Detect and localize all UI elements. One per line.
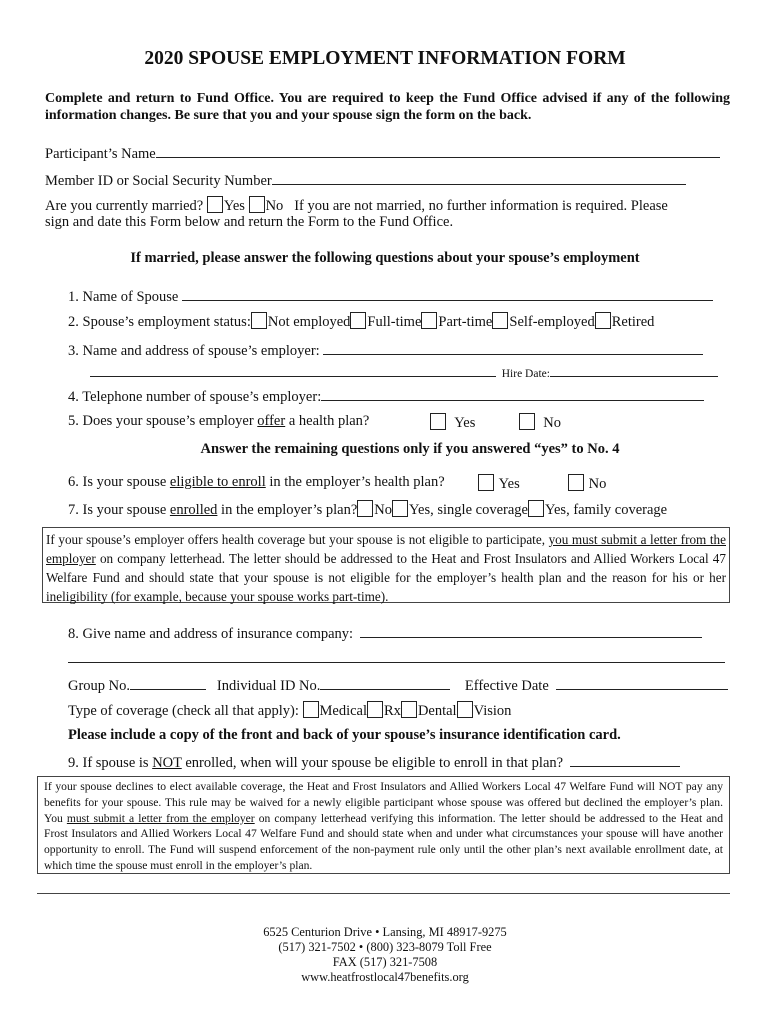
employer-phone-field[interactable]	[321, 386, 704, 401]
status-part-time-checkbox[interactable]	[421, 312, 437, 329]
q3-label: 3. Name and address of spouse’s employer:	[68, 343, 320, 359]
status-self-employed-checkbox[interactable]	[492, 312, 508, 329]
married-no-checkbox[interactable]	[249, 196, 265, 213]
employer-name-field[interactable]	[323, 340, 703, 355]
q5-no-group	[519, 413, 561, 432]
individual-id-field[interactable]	[320, 675, 450, 690]
coverage-dental-checkbox[interactable]	[401, 701, 417, 718]
coverage-row	[68, 701, 511, 720]
notice1-text-b: on company letterhead. The letter should be addressed to the Heat and Frost Insulators and Allied Workers Local 47 Welfare Fund and should state that your spouse is not eligible for the employer’s health plan and the reason for his or her ineligibility (for example, because your spouse works part-time).	[46, 551, 726, 604]
effective-date-field[interactable]	[556, 675, 728, 690]
q1-row	[68, 286, 713, 306]
section-heading: If married, please answer the following questions about your spouse’s employment	[130, 250, 640, 266]
married-question: Are you currently married?	[45, 198, 204, 214]
status-not-employed-checkbox[interactable]	[251, 312, 267, 329]
q2-label: 2. Spouse’s employment status:	[68, 314, 251, 330]
q7-label-post: in the employer’s plan?	[217, 502, 358, 518]
form-title: 2020 SPOUSE EMPLOYMENT INFORMATION FORM	[144, 48, 626, 69]
q6-row	[68, 474, 445, 491]
member-id-label: Member ID or Social Security Number	[45, 173, 272, 189]
group-no-field[interactable]	[130, 675, 206, 690]
member-id-field[interactable]	[272, 170, 686, 185]
insurance-address-row	[68, 648, 725, 668]
q6-label-post: in the employer’s health plan?	[265, 474, 445, 490]
offer-no-label: No	[543, 415, 561, 431]
married-note-line-1: If you are not married, no further information is required. Please	[294, 198, 668, 214]
coverage-option-label: Medical	[319, 703, 368, 719]
footer-phone: (517) 321-7502 • (800) 323-8079 Toll Free	[278, 940, 492, 954]
q4-label: 4. Telephone number of spouse’s employer:	[68, 389, 322, 405]
notice2-text-underlined: must submit a letter from the employer	[66, 811, 255, 825]
eligible-date-field[interactable]	[570, 752, 680, 767]
q6-yes-group	[478, 474, 520, 493]
footer-website[interactable]: www.heatfrostlocal47benefits.org	[301, 970, 469, 984]
married-yes-label: Yes	[223, 198, 245, 214]
coverage-vision-checkbox[interactable]	[457, 701, 473, 718]
hire-date-label: Hire Date:	[501, 368, 550, 380]
notice2-text-b: on company letterhead verifying this information. The letter should be addressed to the Heat and Frost Insulators and Allied Workers Local 47 Welfare Fund and should state when and under what circumstances your spouse will have another opportunity to enroll. The Fund will suspend enforcement of the non-payment rule only until the other plan’s next available enrollment date, at which time the spouse must enroll in the employer’s plan.	[44, 811, 723, 872]
insurance-address-field[interactable]	[68, 648, 725, 663]
coverage-option-label: Rx	[384, 703, 401, 719]
status-option-label: Not employed	[267, 314, 351, 330]
notice-box-not-eligible	[42, 527, 730, 603]
eligible-no-checkbox[interactable]	[568, 474, 584, 491]
married-row	[45, 196, 668, 215]
eligible-no-label: No	[588, 476, 607, 492]
status-option-label: Full-time	[367, 314, 422, 330]
q8-row	[68, 623, 702, 643]
hire-date-row	[90, 364, 718, 380]
status-retired-checkbox[interactable]	[595, 312, 611, 329]
q9-label-post: enrolled, when will your spouse be eligible to enroll in that plan?	[181, 755, 564, 771]
enrolled-option-label: Yes, family coverage	[544, 502, 668, 518]
individual-id-label: Individual ID No.	[216, 678, 321, 694]
coverage-option-label: Vision	[473, 703, 512, 719]
offer-yes-checkbox[interactable]	[430, 413, 446, 430]
enrolled-single-checkbox[interactable]	[392, 500, 408, 517]
married-no-label: No	[265, 198, 284, 214]
enrolled-family-checkbox[interactable]	[528, 500, 544, 517]
member-id-row	[45, 170, 686, 190]
coverage-medical-checkbox[interactable]	[303, 701, 319, 718]
q5-label-pre: 5. Does your spouse’s employer	[68, 413, 258, 429]
enrolled-no-checkbox[interactable]	[357, 500, 373, 517]
q8-label: 8. Give name and address of insurance company:	[68, 626, 354, 642]
footer-fax: FAX (517) 321-7508	[332, 955, 438, 969]
status-option-label: Self-employed	[509, 314, 595, 330]
married-yes-checkbox[interactable]	[207, 196, 223, 213]
participant-name-field[interactable]	[156, 143, 720, 158]
hire-date-field[interactable]	[550, 364, 718, 377]
q6-no-group	[568, 474, 606, 493]
q6-label-pre: 6. Is your spouse	[68, 474, 170, 490]
q5-label-underlined: offer	[257, 413, 286, 429]
status-option-label: Part-time	[438, 314, 493, 330]
q4-row	[68, 386, 704, 406]
notice2-text-a: If your spouse declines to elect available coverage, the Heat and Frost Insulators and Allied Workers Local 47 Welfare Fund will NOT pay any benefits for your spouse. This rule may be waived for a newly eligible participant whose spouse was offered but declined the employer’s plan. You	[44, 780, 723, 825]
q5-row	[68, 413, 369, 430]
q5-yes-group	[430, 413, 475, 432]
q9-row	[68, 752, 680, 772]
spouse-name-field[interactable]	[182, 286, 713, 301]
include-copy-note: Please include a copy of the front and back of your spouse’s insurance identification card.	[68, 727, 621, 743]
q2-row	[68, 312, 654, 331]
footer-address: 6525 Centurion Drive • Lansing, MI 48917-9275	[263, 925, 507, 939]
footer-divider	[37, 893, 730, 894]
q6-label-underlined: eligible to enroll	[169, 474, 266, 490]
employer-address-field[interactable]	[90, 364, 496, 377]
q7-label-underlined: enrolled	[169, 502, 218, 518]
offer-yes-label: Yes	[454, 415, 476, 431]
q9-label-pre: 9. If spouse is	[68, 755, 153, 771]
participant-name-label: Participant’s Name	[45, 146, 156, 162]
coverage-rx-checkbox[interactable]	[367, 701, 383, 718]
coverage-option-label: Dental	[417, 703, 457, 719]
q7-row	[68, 500, 667, 519]
notice1-text-a: If your spouse’s employer offers health coverage but your spouse is not eligible to participate,	[46, 532, 549, 547]
q9-label-underlined: NOT	[152, 755, 182, 771]
instructions: Complete and return to Fund Office. You are required to keep the Fund Office advised if any of the following information changes. Be sure that you and your spouse sign the form on the back.	[45, 91, 730, 123]
notice-box-declined-coverage	[37, 776, 730, 874]
married-note-line-2: sign and date this Form below and return the Form to the Fund Office.	[45, 214, 454, 230]
q3-row	[68, 340, 703, 360]
eligible-yes-label: Yes	[498, 476, 520, 492]
policy-row	[68, 675, 728, 695]
q1-label: 1. Name of Spouse	[68, 289, 179, 305]
status-full-time-checkbox[interactable]	[350, 312, 366, 329]
coverage-label: Type of coverage (check all that apply):	[68, 703, 299, 719]
effective-date-label: Effective Date	[464, 678, 549, 694]
offer-no-checkbox[interactable]	[519, 413, 535, 430]
insurance-company-field[interactable]	[360, 623, 702, 638]
group-no-label: Group No.	[68, 678, 131, 694]
eligible-yes-checkbox[interactable]	[478, 474, 494, 491]
enrolled-option-label: No	[374, 502, 393, 518]
notice1-text-underlined: you must submit a letter from the employer	[46, 532, 726, 566]
remaining-heading: Answer the remaining questions only if you answered “yes” to No. 4	[200, 441, 620, 457]
enrolled-option-label: Yes, single coverage	[409, 502, 528, 518]
participant-name-row	[45, 143, 720, 163]
q5-label-post: a health plan?	[285, 413, 370, 429]
status-option-label: Retired	[611, 314, 655, 330]
q7-label-pre: 7. Is your spouse	[68, 502, 170, 518]
